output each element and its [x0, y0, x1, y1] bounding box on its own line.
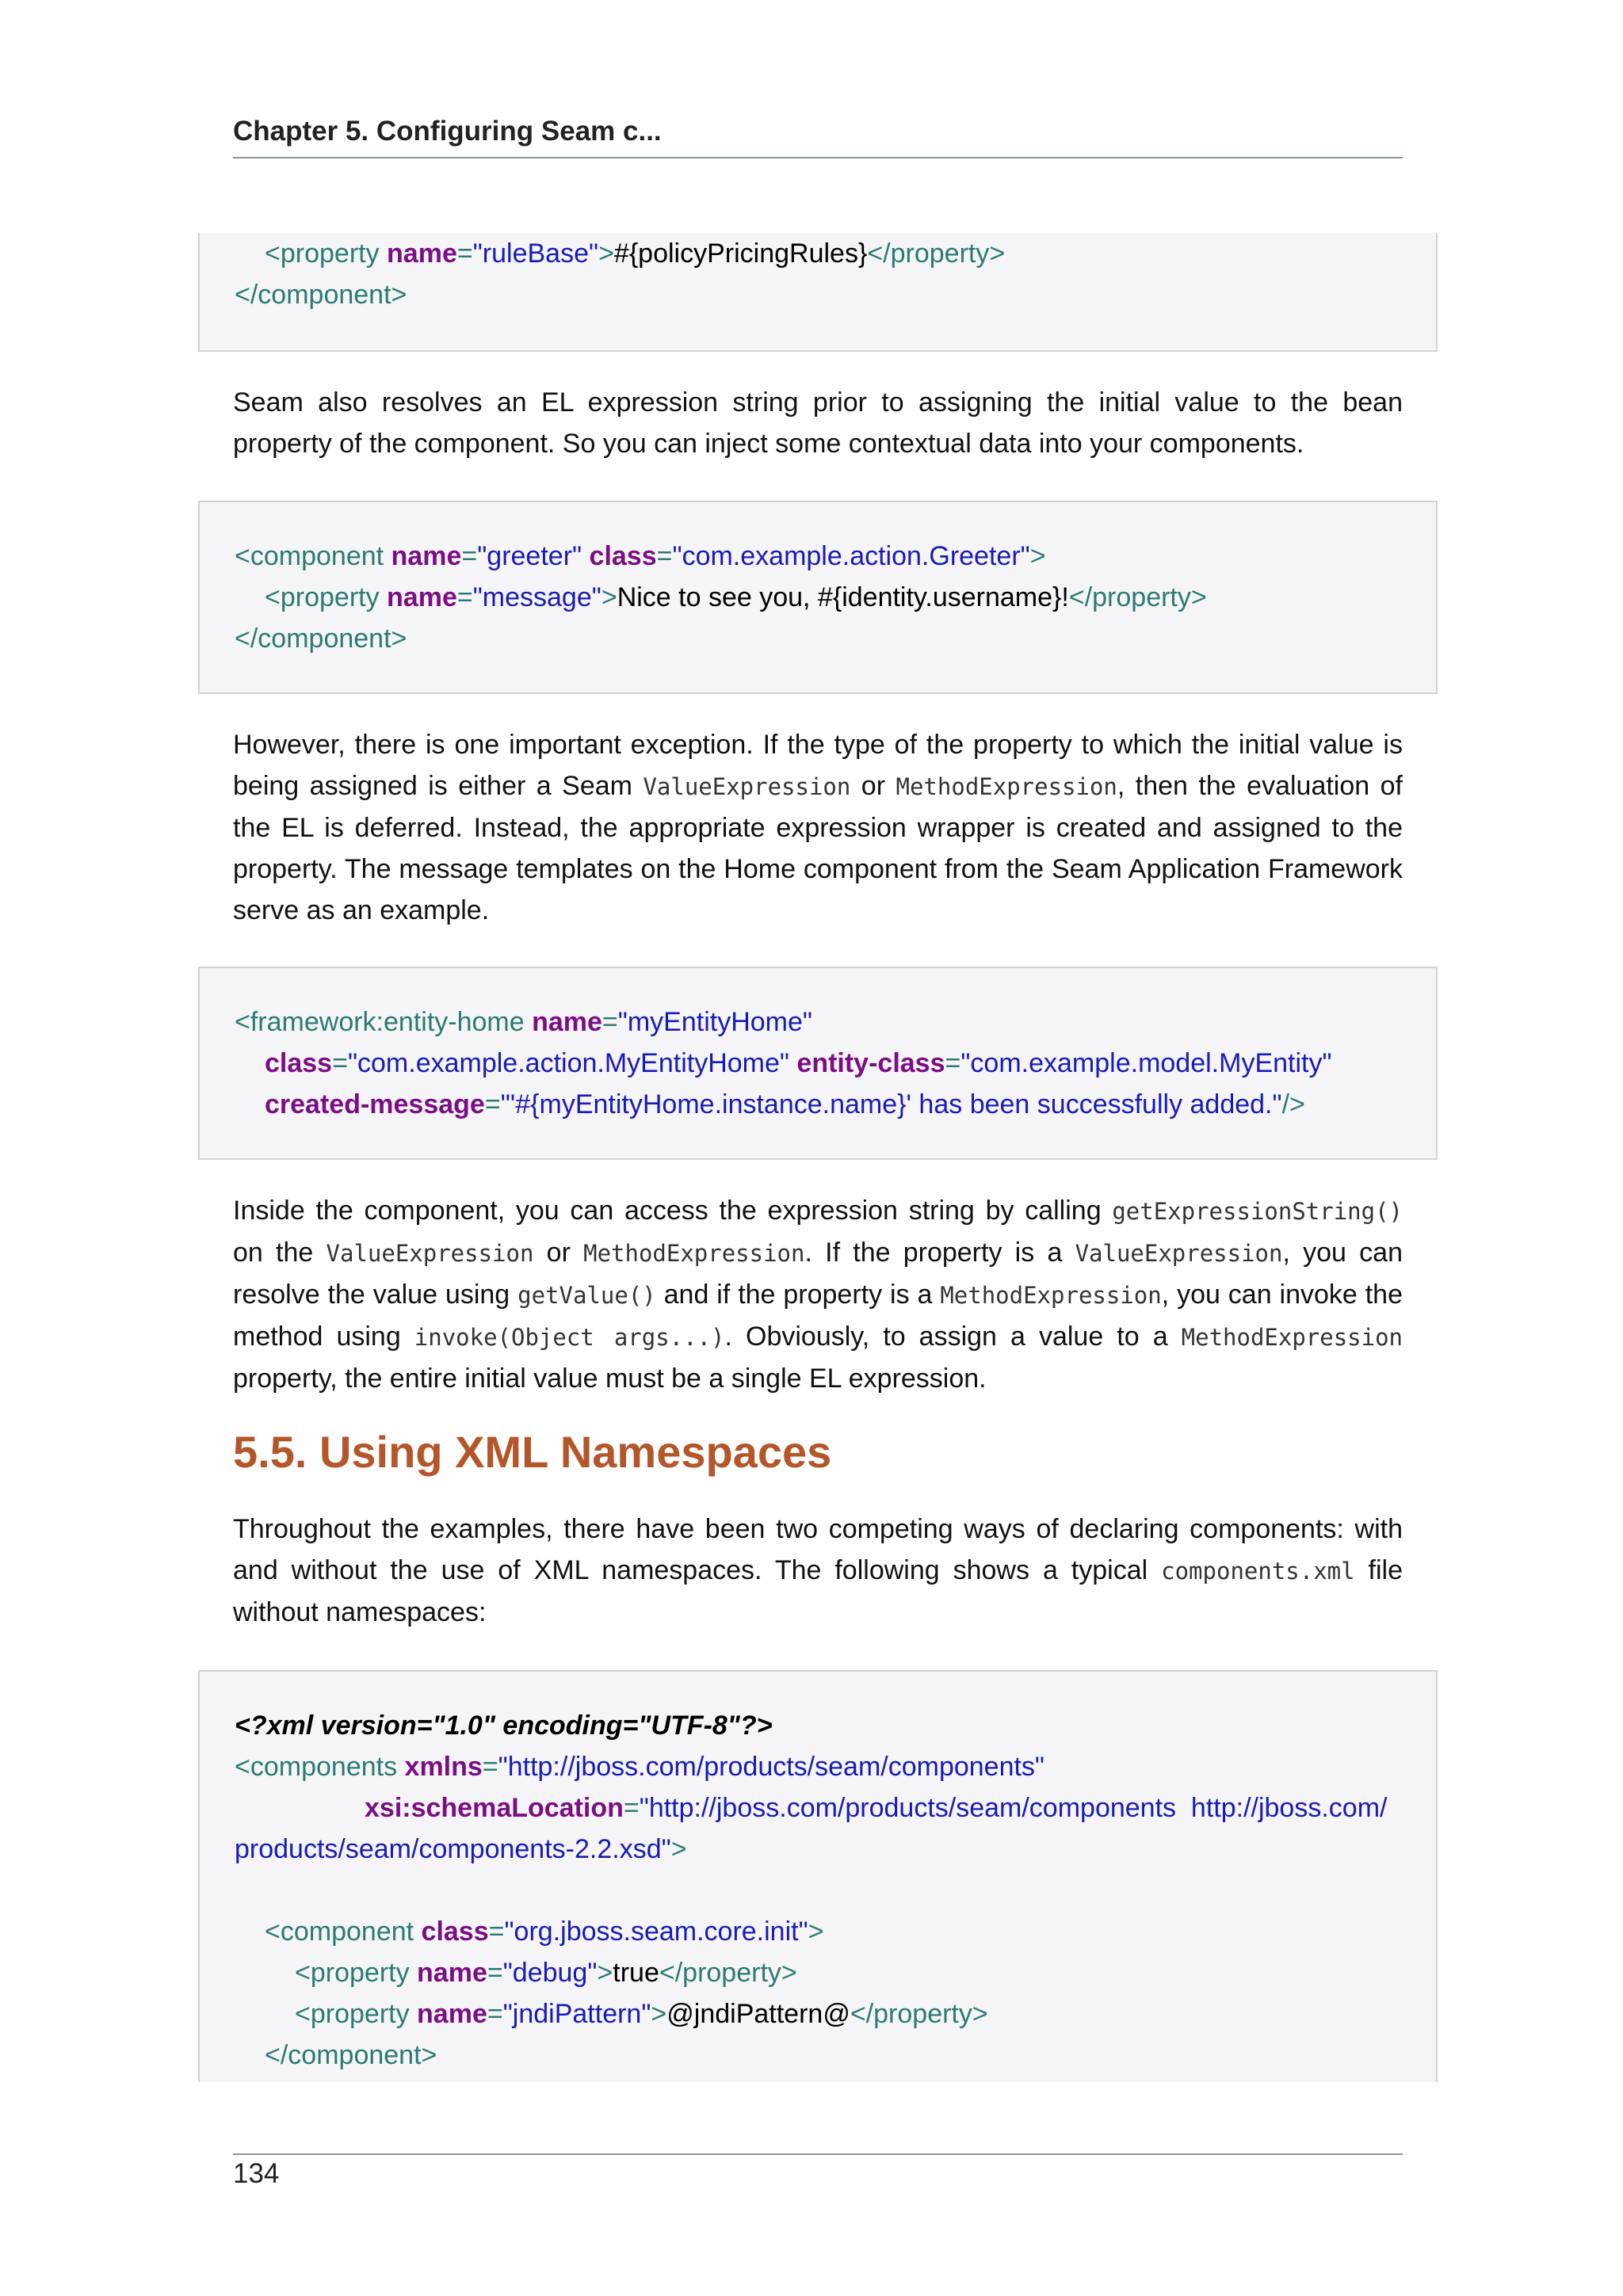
code-block-3: [198, 967, 1438, 1160]
code-line: created-message="'#{myEntityHome.instance.name}' has been successfully added."/>: [265, 1089, 1305, 1119]
footer-rule: [233, 2153, 1403, 2155]
code-line: <property name="message">Nice to see you, #{identity.username}!</property>: [265, 582, 1207, 612]
code-block-1: [198, 233, 1438, 352]
header-rule: [233, 157, 1403, 158]
code-line: </component>: [235, 280, 407, 310]
code-line: </component>: [235, 624, 407, 654]
code-line-blank: [235, 1870, 1401, 1911]
code-line: <component name="greeter" class="com.example.action.Greeter">: [235, 541, 1046, 571]
code-line: products/seam/components-2.2.xsd">: [235, 1834, 687, 1864]
paragraph-namespaces: Throughout the examples, there have been two competing ways of declaring components: with and without the use of XML namespaces. The following shows a typical components.xml file without namespaces:: [233, 1514, 1403, 1627]
code-block-2: [198, 501, 1438, 694]
code-line: class="com.example.action.MyEntityHome" entity-class="com.example.model.MyEntity": [265, 1048, 1332, 1078]
code-line: <?xml version="1.0" encoding="UTF-8"?>: [235, 1711, 773, 1741]
code-line: <framework:entity-home name="myEntityHome": [235, 1007, 812, 1037]
code-line: <components xmlns="http://jboss.com/products/seam/components": [235, 1752, 1045, 1782]
section-heading: 5.5. Using XML Namespaces: [233, 1427, 832, 1477]
paragraph-expression-string: Inside the component, you can access the expression string by calling getExpressionString() on the ValueExpression or MethodExpression. If the property is a ValueExpression, you can resolve the value using getValue() and if the property is a MethodExpression, you can invoke the method using invoke(Object args...). Obviously, to assign a value to a MethodExpression property, the entire initial value must be a single EL expression.: [233, 1196, 1403, 1394]
code-line: xsi:schemaLocation="http://jboss.com/products/seam/components http://jboss.com/: [365, 1793, 1388, 1823]
code-line: <property name="debug">true</property>: [295, 1958, 797, 1988]
paragraph-el-resolution: Seam also resolves an EL expression string prior to assigning the initial value to the bean property of the component. So you can inject some contextual data into your components.: [233, 387, 1403, 459]
code-line: <component class="org.jboss.seam.core.init">: [265, 1917, 824, 1947]
running-head: Chapter 5. Configuring Seam c...: [233, 116, 662, 147]
code-block-4: [198, 1670, 1438, 2082]
code-line: </component>: [265, 2040, 437, 2070]
code-line: <property name="jndiPattern">@jndiPattern@</property>: [295, 1999, 988, 2029]
paragraph-exception: However, there is one important exception. If the type of the property to which the initial value is being assigned is either a Seam ValueExpression or MethodExpression, then the evaluation of the EL is deferred. Instead, the appropriate expression wrapper is created and assigned to the property. The message templates on the Home component from the Seam Application Framework serve as an example.: [233, 730, 1403, 925]
page-number: 134: [233, 2158, 280, 2189]
code-line: <property name="ruleBase">#{policyPricingRules}</property>: [265, 238, 1006, 269]
